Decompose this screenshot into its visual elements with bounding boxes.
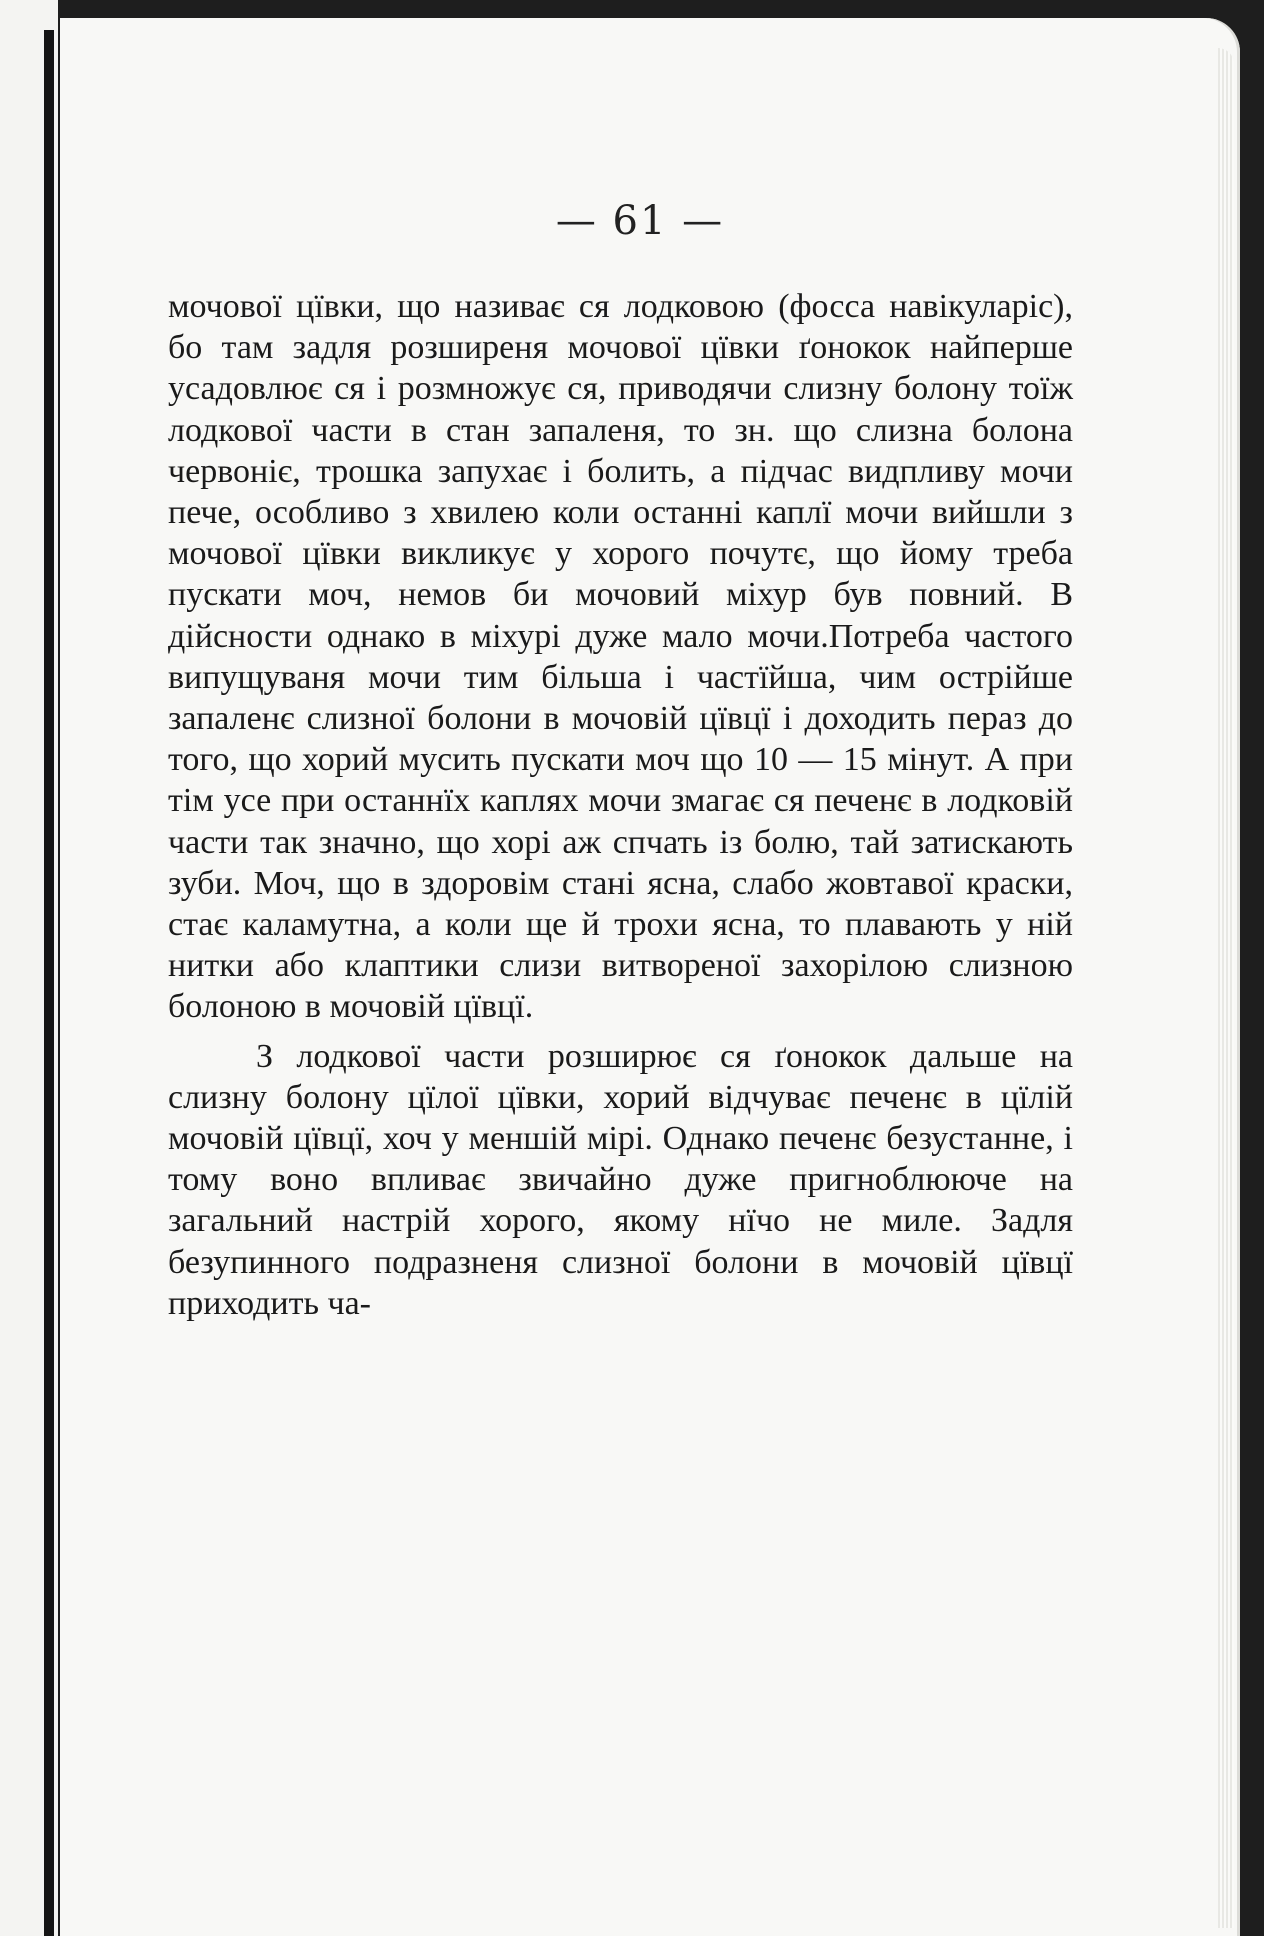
page-body-text	[168, 286, 1073, 1324]
page-number: — 61 —	[555, 198, 725, 244]
book-gutter-shadow	[44, 30, 54, 1936]
paragraph-new: З лодкової части розширює ся ґонокок дальше на слизну болону цїлої цївки, хорий відчуває печенє в цїлій мочовій цївцї, хоч у меншій мірі. Однако печенє безустанне, і тому воно впливає звичайно дуже пригноблююче на загальний настрій хорого, якому нїчо не миле. Задля безупинного подразненя слизної болони в мочовій цївцї приходить ча-	[168, 1037, 1073, 1322]
paragraph-continued: мочової цївки, що називає ся лодковою (фосса навікуларіс), бо там задля розширеня мочової цївки ґонокок найперше усадовлює ся і розмножує ся, приводячи слизну болону тоїж лодкової части в стан запаленя, то зн. що слизна болона червоніє, трошка запухає і болить, а підчас видпливу мочи пече, особливо з хвилею коли останні каплї мочи вийшли з мочової цївки викликує у хорого почутє, що йому треба пускати моч, немов би мочовий міхур був повний. В дійсности однако в міхурі дуже мало мочи.Потреба частого випущуваня мочи тим більша і частїйша, чим острійше запаленє слизної болони в мочовій цївцї і доходить пераз до того, що хорий мусить пускати моч що 10 — 15 мінут. А при тім усе при останнїх каплях мочи змагає ся печенє в лодковій части так значно, що хорі аж спчать із болю, тай затискають зуби. Моч, що в здоровім стані ясна, слабо жовтавої краски, стає каламутна, а коли ще й трохи ясна, то плавають у ній нитки або клаптики слизи витвореної захорілою слизною болоною в мочовій цївцї.	[168, 288, 1073, 1026]
book-page	[60, 18, 1240, 1936]
page-fore-edge	[1218, 48, 1234, 1928]
